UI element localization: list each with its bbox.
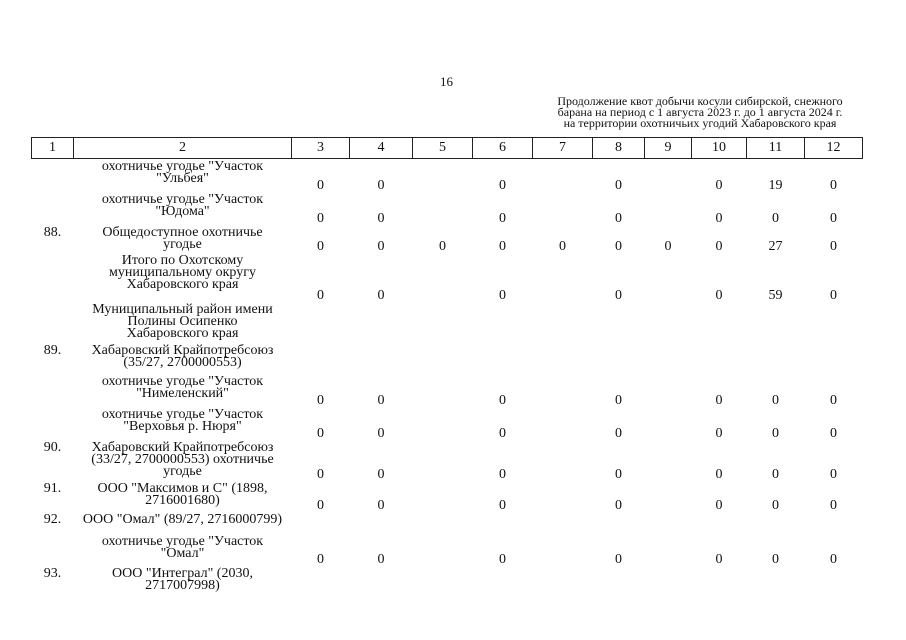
cell-col-9 bbox=[645, 192, 692, 225]
cell-col-8: 0 bbox=[615, 177, 622, 193]
row-name bbox=[74, 253, 292, 302]
cell-col-8: 0 bbox=[615, 497, 622, 513]
cell-col-7 bbox=[533, 512, 593, 534]
row-name bbox=[74, 302, 292, 343]
cell-col-7 bbox=[533, 407, 593, 440]
cell-col-10: 0 bbox=[715, 392, 723, 408]
cell-col-8: 0 bbox=[615, 425, 622, 441]
table-body bbox=[32, 159, 863, 598]
cell-col-10 bbox=[692, 566, 747, 598]
row-number bbox=[32, 159, 74, 192]
cell-col-12: 0 bbox=[830, 466, 837, 482]
cell-col-8 bbox=[593, 566, 645, 598]
cell-col-11 bbox=[747, 302, 805, 343]
cell-col-7 bbox=[533, 440, 593, 481]
cell-col-3: 0 bbox=[317, 497, 324, 513]
cell-col-12: 0 bbox=[830, 425, 837, 441]
cell-col-11: 0 bbox=[772, 551, 779, 567]
cell-col-4: 0 bbox=[377, 425, 385, 441]
cell-col-5 bbox=[413, 192, 473, 225]
cell-col-11: 19 bbox=[768, 177, 783, 193]
row-name-line: угодье bbox=[163, 236, 202, 252]
cell-col-7 bbox=[533, 253, 593, 302]
cell-col-8 bbox=[593, 343, 645, 374]
cell-col-7: 0 bbox=[559, 238, 566, 254]
cell-col-11 bbox=[747, 512, 805, 534]
quota-table bbox=[31, 137, 863, 598]
row-name-line: Хабаровский Крайпотребсоюз bbox=[91, 342, 274, 358]
row-name-line: Хабаровского края bbox=[126, 325, 239, 341]
cell-col-3: 0 bbox=[317, 238, 324, 254]
cell-col-5 bbox=[413, 481, 473, 512]
column-header-10: 10 bbox=[692, 138, 747, 159]
cell-col-3 bbox=[292, 566, 350, 598]
cell-col-9 bbox=[645, 440, 692, 481]
continuation-title-line: на территории охотничьих угодий Хабаровского края bbox=[563, 116, 837, 130]
cell-col-9 bbox=[645, 407, 692, 440]
cell-col-5 bbox=[413, 440, 473, 481]
cell-col-12 bbox=[805, 343, 863, 374]
row-name-line: охотничье угодье "Участок bbox=[101, 533, 264, 549]
cell-col-3: 0 bbox=[317, 425, 324, 441]
row-name-line: охотничье угодье "Участок bbox=[101, 191, 264, 207]
cell-col-4: 0 bbox=[377, 238, 385, 254]
cell-col-12: 0 bbox=[830, 238, 837, 254]
cell-col-10 bbox=[692, 302, 747, 343]
row-name-line: "Верховья р. Нюря" bbox=[123, 418, 242, 434]
cell-col-3 bbox=[292, 302, 350, 343]
cell-col-10: 0 bbox=[715, 177, 723, 193]
table-row bbox=[32, 253, 863, 302]
cell-col-5 bbox=[413, 534, 473, 566]
row-number: 92. bbox=[43, 511, 62, 527]
table-row bbox=[32, 302, 863, 343]
row-name bbox=[74, 374, 292, 407]
cell-col-11 bbox=[747, 566, 805, 598]
row-name-line: "Омал" bbox=[160, 545, 205, 561]
column-header-8: 8 bbox=[593, 138, 645, 159]
row-name bbox=[74, 566, 292, 598]
row-number: 91. bbox=[43, 480, 62, 496]
cell-col-11 bbox=[747, 343, 805, 374]
cell-col-4 bbox=[350, 302, 413, 343]
row-number bbox=[32, 192, 74, 225]
cell-col-7 bbox=[533, 481, 593, 512]
cell-col-3 bbox=[292, 343, 350, 374]
column-header-2: 2 bbox=[74, 138, 292, 159]
cell-col-8 bbox=[593, 302, 645, 343]
row-name-line: (33/27, 2700000553) охотничье bbox=[91, 451, 274, 467]
cell-col-5 bbox=[413, 407, 473, 440]
cell-col-12: 0 bbox=[830, 551, 837, 567]
cell-col-4: 0 bbox=[377, 177, 385, 193]
column-header-7: 7 bbox=[533, 138, 593, 159]
cell-col-9 bbox=[645, 343, 692, 374]
cell-col-5 bbox=[413, 512, 473, 534]
table-row bbox=[32, 512, 863, 534]
cell-col-8: 0 bbox=[615, 210, 622, 226]
continuation-title bbox=[520, 96, 880, 129]
cell-col-6: 0 bbox=[499, 466, 506, 482]
column-header-11: 11 bbox=[747, 138, 805, 159]
cell-col-7 bbox=[533, 374, 593, 407]
cell-col-6 bbox=[473, 343, 533, 374]
row-number bbox=[32, 534, 74, 566]
cell-col-6: 0 bbox=[499, 287, 506, 303]
row-name bbox=[74, 512, 292, 534]
cell-col-11: 0 bbox=[772, 466, 779, 482]
cell-col-5 bbox=[413, 302, 473, 343]
cell-col-9 bbox=[645, 374, 692, 407]
cell-col-10: 0 bbox=[715, 210, 723, 226]
table-row bbox=[32, 481, 863, 512]
page-number: 16 bbox=[440, 74, 453, 89]
cell-col-7 bbox=[533, 566, 593, 598]
row-name bbox=[74, 225, 292, 253]
cell-col-10 bbox=[692, 343, 747, 374]
cell-col-3: 0 bbox=[317, 210, 324, 226]
cell-col-4: 0 bbox=[377, 287, 385, 303]
cell-col-6 bbox=[473, 566, 533, 598]
row-name-line: Хабаровского края bbox=[126, 276, 239, 292]
row-name-line: ООО "Интеграл" (2030, bbox=[112, 565, 253, 581]
row-number bbox=[32, 407, 74, 440]
cell-col-12 bbox=[805, 512, 863, 534]
header-row bbox=[32, 138, 863, 159]
continuation-title-line: Продолжение квот добычи косули сибирской, снежного bbox=[557, 94, 843, 108]
column-header-12: 12 bbox=[805, 138, 863, 159]
cell-col-12: 0 bbox=[830, 210, 837, 226]
row-name-line: 2717007998) bbox=[145, 577, 220, 593]
cell-col-12: 0 bbox=[830, 287, 837, 303]
row-number bbox=[32, 374, 74, 407]
row-name-line: "Юдома" bbox=[155, 203, 210, 219]
cell-col-4: 0 bbox=[377, 210, 385, 226]
cell-col-5 bbox=[413, 253, 473, 302]
row-name-line: (35/27, 2700000553) bbox=[123, 354, 242, 370]
cell-col-11: 0 bbox=[772, 392, 779, 408]
cell-col-8: 0 bbox=[615, 551, 622, 567]
cell-col-7 bbox=[533, 534, 593, 566]
row-name bbox=[74, 159, 292, 192]
row-name-line: Хабаровский Крайпотребсоюз bbox=[91, 439, 274, 455]
continuation-title-line: барана на период с 1 августа 2023 г. до 1 августа 2024 г. bbox=[557, 105, 843, 119]
cell-col-4 bbox=[350, 343, 413, 374]
cell-col-9 bbox=[645, 534, 692, 566]
cell-col-5 bbox=[413, 159, 473, 192]
table-row bbox=[32, 374, 863, 407]
cell-col-9: 0 bbox=[664, 238, 672, 254]
cell-col-8: 0 bbox=[615, 287, 622, 303]
row-name-line: охотничье угодье "Участок bbox=[101, 373, 264, 389]
column-header-1: 1 bbox=[32, 138, 74, 159]
cell-col-3: 0 bbox=[317, 392, 324, 408]
cell-col-6: 0 bbox=[499, 497, 506, 513]
cell-col-11: 0 bbox=[772, 210, 779, 226]
row-name-line: Общедоступное охотничье bbox=[102, 224, 263, 240]
cell-col-4 bbox=[350, 512, 413, 534]
cell-col-9 bbox=[645, 253, 692, 302]
column-header-5: 5 bbox=[413, 138, 473, 159]
row-number: 89. bbox=[43, 342, 62, 358]
cell-col-8: 0 bbox=[615, 392, 622, 408]
row-number bbox=[32, 253, 74, 302]
cell-col-6: 0 bbox=[499, 210, 506, 226]
cell-col-11: 27 bbox=[768, 238, 783, 254]
cell-col-3: 0 bbox=[317, 466, 324, 482]
cell-col-6: 0 bbox=[499, 177, 506, 193]
cell-col-10: 0 bbox=[715, 551, 723, 567]
cell-col-9 bbox=[645, 566, 692, 598]
row-name bbox=[74, 407, 292, 440]
cell-col-7 bbox=[533, 343, 593, 374]
cell-col-4: 0 bbox=[377, 466, 385, 482]
cell-col-12: 0 bbox=[830, 177, 837, 193]
cell-col-8 bbox=[593, 512, 645, 534]
row-name bbox=[74, 481, 292, 512]
cell-col-8: 0 bbox=[615, 238, 622, 254]
cell-col-7 bbox=[533, 302, 593, 343]
table-row bbox=[32, 566, 863, 598]
table-row bbox=[32, 192, 863, 225]
cell-col-12: 0 bbox=[830, 497, 837, 513]
cell-col-11: 59 bbox=[768, 287, 783, 303]
cell-col-5 bbox=[413, 566, 473, 598]
cell-col-7 bbox=[533, 192, 593, 225]
cell-col-9 bbox=[645, 302, 692, 343]
cell-col-5 bbox=[413, 374, 473, 407]
cell-col-10: 0 bbox=[715, 466, 723, 482]
cell-col-10: 0 bbox=[715, 238, 723, 254]
cell-col-12 bbox=[805, 566, 863, 598]
column-header-4: 4 bbox=[350, 138, 413, 159]
cell-col-4: 0 bbox=[377, 551, 385, 567]
table-row bbox=[32, 225, 863, 253]
row-name-line: ООО "Омал" (89/27, 2716000799) bbox=[82, 511, 283, 527]
cell-col-3: 0 bbox=[317, 177, 324, 193]
cell-col-8: 0 bbox=[615, 466, 622, 482]
cell-col-6: 0 bbox=[499, 238, 506, 254]
row-name-line: охотничье угодье "Участок bbox=[101, 406, 264, 422]
cell-col-3: 0 bbox=[317, 551, 324, 567]
cell-col-4: 0 bbox=[377, 497, 385, 513]
table-row bbox=[32, 440, 863, 481]
row-number: 88. bbox=[43, 224, 62, 240]
cell-col-6: 0 bbox=[499, 392, 506, 408]
cell-col-6 bbox=[473, 302, 533, 343]
table-row bbox=[32, 159, 863, 192]
row-number: 90. bbox=[43, 439, 62, 455]
cell-col-6: 0 bbox=[499, 551, 506, 567]
table-row bbox=[32, 407, 863, 440]
cell-col-6 bbox=[473, 512, 533, 534]
row-name-line: Муниципальный район имени bbox=[92, 301, 273, 317]
cell-col-11: 0 bbox=[772, 425, 779, 441]
table-row bbox=[32, 343, 863, 374]
row-number bbox=[32, 302, 74, 343]
row-name-line: угодье bbox=[163, 463, 202, 479]
cell-col-10 bbox=[692, 512, 747, 534]
cell-col-9 bbox=[645, 512, 692, 534]
cell-col-4 bbox=[350, 566, 413, 598]
cell-col-12 bbox=[805, 302, 863, 343]
cell-col-11: 0 bbox=[772, 497, 779, 513]
cell-col-10: 0 bbox=[715, 497, 723, 513]
column-header-6: 6 bbox=[473, 138, 533, 159]
row-name-line: "Ульбея" bbox=[156, 171, 209, 186]
cell-col-10: 0 bbox=[715, 287, 723, 303]
row-name-line: Итого по Охотскому bbox=[121, 252, 244, 268]
cell-col-5: 0 bbox=[439, 238, 446, 254]
column-header-3: 3 bbox=[292, 138, 350, 159]
row-name bbox=[74, 343, 292, 374]
row-name-line: "Нимеленский" bbox=[136, 385, 229, 401]
row-name-line: Полины Осипенко bbox=[127, 313, 238, 329]
cell-col-5 bbox=[413, 343, 473, 374]
cell-col-12: 0 bbox=[830, 392, 837, 408]
table-row bbox=[32, 534, 863, 566]
row-name bbox=[74, 192, 292, 225]
cell-col-3: 0 bbox=[317, 287, 324, 303]
row-name-line: ООО "Максимов и С" (1898, bbox=[97, 480, 268, 496]
cell-col-4: 0 bbox=[377, 392, 385, 408]
cell-col-10: 0 bbox=[715, 425, 723, 441]
row-name-line: 2716001680) bbox=[145, 492, 220, 508]
cell-col-9 bbox=[645, 159, 692, 192]
cell-col-3 bbox=[292, 512, 350, 534]
cell-col-6: 0 bbox=[499, 425, 506, 441]
row-name bbox=[74, 534, 292, 566]
row-number: 93. bbox=[43, 565, 62, 581]
cell-col-9 bbox=[645, 481, 692, 512]
row-name bbox=[74, 440, 292, 481]
cell-col-7 bbox=[533, 159, 593, 192]
row-name-line: охотничье угодье "Участок bbox=[101, 159, 264, 174]
column-header-9: 9 bbox=[645, 138, 692, 159]
row-name-line: муниципальному округу bbox=[109, 264, 256, 280]
